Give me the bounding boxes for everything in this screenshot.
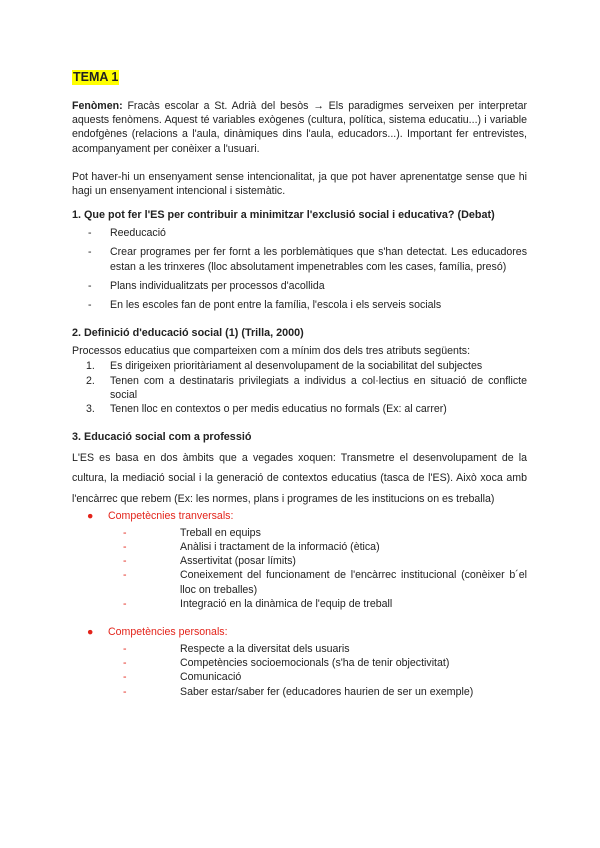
transversal-list <box>108 526 527 611</box>
section-1-list <box>72 226 527 312</box>
dash-marker: - <box>123 643 127 656</box>
bullet-icon: ● <box>87 626 94 639</box>
phenomenon-text: Fracàs escolar a St. Adrià del besòs → Els paradigmes serveixen per interpretar aquests fenòmens. Aquest té variables exògenes (cultura, política, sistema educatiu...) i variable endofgènes (relacions a l'aula, dinàmiques dins l'aula, educadors...). Important fer entrevistes, acompanyament per conèixer a l'usuari. <box>72 100 527 155</box>
bullet-icon: ● <box>87 509 94 522</box>
list-item: - Crear programes per fer fornt a les porblemàtiques que s'han detectat. Les educadores estan a les trinxeres (lloc absolutament impenetrables com les cases, família, presó) <box>88 246 527 273</box>
list-item: - Comunicació <box>123 671 242 684</box>
personal-list <box>108 642 527 699</box>
teaching-paragraph: Pot haver-hi un ensenyament sense intencionalitat, ja que pot haver aprenentatge sense que hi hagi un ensenyament intencional i sistemàtic. <box>72 170 527 198</box>
dash-marker: - <box>123 569 127 582</box>
list-item: - Anàlisi i tractament de la informació (ètica) <box>123 541 380 554</box>
dash-marker: - <box>123 555 127 568</box>
phenomenon-paragraph <box>72 99 527 156</box>
category-label: Competècnies tranversals: <box>108 509 234 522</box>
list-item: - Treball en equips <box>123 526 261 539</box>
section-1-title: 1. Que pot fer l'ES per contribuir a minimitzar l'exclusió social i educativa? (Debat) <box>72 209 495 222</box>
section-3 <box>72 430 527 699</box>
dash-marker: - <box>88 227 92 240</box>
list-item: 1. Es dirigeixen prioritàriament al desenvolupament de la sociabilitat del subjectes <box>86 360 483 373</box>
dash-marker: - <box>123 671 127 684</box>
dash-marker: - <box>88 299 92 312</box>
list-item: - En les escoles fan de pont entre la família, l'escola i els serveis socials <box>88 299 442 312</box>
dash-marker: - <box>123 685 127 698</box>
list-item: - Saber estar/saber fer (educadores haurien de ser un exemple) <box>123 685 474 698</box>
section-2-title: 2. Definició d'educació social (1) (Trilla, 2000) <box>72 327 304 340</box>
category-personal <box>72 625 527 699</box>
document-page <box>72 70 527 699</box>
list-item: - Coneixement del funcionament de l'encàrrec institucional (conèixer b´el lloc on treballes) <box>123 569 527 596</box>
list-item: 2. Tenen com a destinataris privilegiats a individus a col·lectius en situació de conflicte social <box>86 374 527 401</box>
section-1 <box>72 208 527 312</box>
section-3-text: L'ES es basa en dos àmbits que a vegades xoquen: Transmetre el desenvolupament de la cultura, la mediació social i la generació de contextos educatius (tasca de l'ES). Això xoca amb l'encàrrec que rebem (Ex: les normes, plans i programes de les institucions on es treballa) <box>72 452 527 505</box>
list-item: - Reeducació <box>88 227 166 240</box>
list-item: - Assertivitat (posar límits) <box>123 555 296 568</box>
list-item: 3. Tenen lloc en contextos o per medis educatius no formals (Ex: al carrer) <box>86 403 447 416</box>
competence-categories <box>72 509 527 611</box>
dash-marker: - <box>123 657 127 670</box>
section-2 <box>72 326 527 416</box>
dash-marker: - <box>123 526 127 539</box>
topic-heading: TEMA 1 <box>73 70 119 84</box>
section-3-title: 3. Educació social com a professió <box>72 431 252 444</box>
list-item: - Integració en la dinàmica de l'equip de treball <box>123 597 393 610</box>
dash-marker: - <box>88 279 92 292</box>
dash-marker: - <box>88 246 92 259</box>
number-marker: 2. <box>86 374 95 387</box>
section-2-list <box>72 359 527 416</box>
list-item: - Respecte a la diversitat dels usuaris <box>123 643 350 656</box>
section-2-intro: Processos educatius que comparteixen com a mínim dos dels tres atributs següents: <box>72 345 471 358</box>
phenomenon-label: Fenòmen: <box>72 100 123 112</box>
dash-marker: - <box>123 541 127 554</box>
list-item: - Competències socioemocionals (s'ha de tenir objectivitat) <box>123 657 450 670</box>
number-marker: 1. <box>86 360 95 373</box>
competence-categories-2 <box>72 625 527 699</box>
category-transversal <box>72 509 527 611</box>
number-marker: 3. <box>86 403 95 416</box>
category-label: Competències personals: <box>108 626 228 639</box>
list-item: - Plans individualitzats per processos d'acollida <box>88 279 325 292</box>
dash-marker: - <box>123 597 127 610</box>
